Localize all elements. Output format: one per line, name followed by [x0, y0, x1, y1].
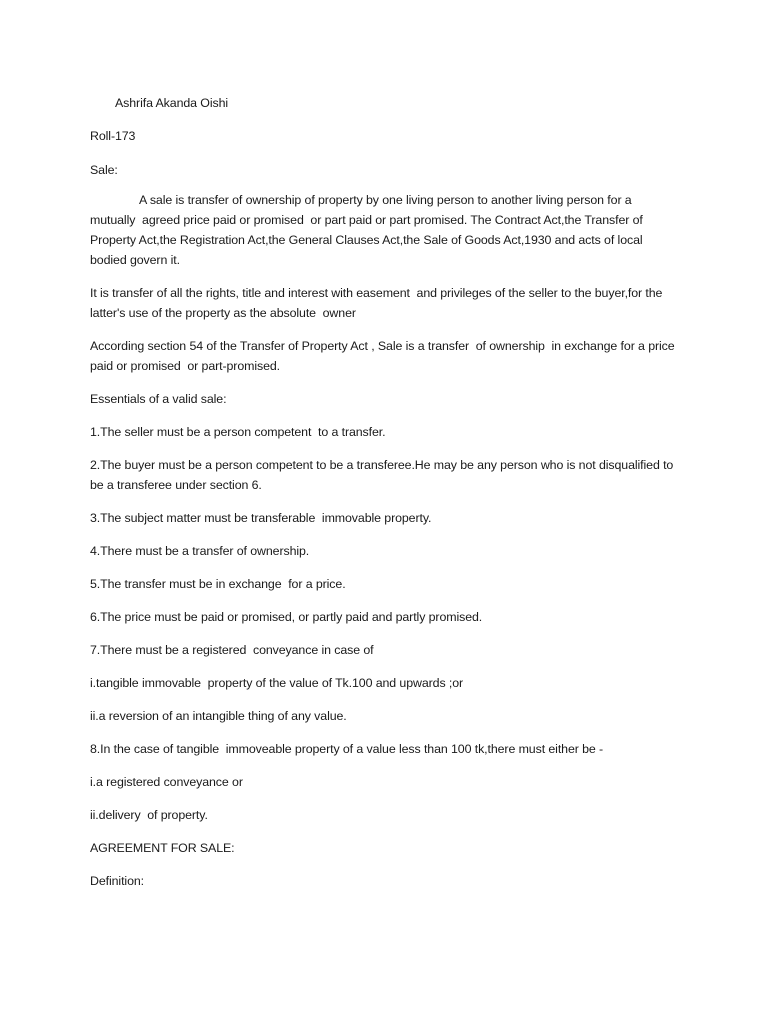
paragraph-sale-definition: A sale is transfer of ownership of property by one living person to another living person for a mutually agreed price paid or promised or part paid or part promised. The Contract Act,the Transfer of Property Act,the Registration Act,the General Clauses Act,the Sale of Goods Act,1930 and acts of local bodied govern it. — [90, 193, 647, 267]
heading-essentials: Essentials of a valid sale: — [90, 392, 227, 406]
list-item: 1.The seller must be a person competent to a transfer. — [90, 425, 386, 439]
heading-definition: Definition: — [90, 874, 144, 888]
list-subitem: ii.delivery of property. — [90, 808, 208, 822]
heading-agreement-for-sale: AGREEMENT FOR SALE: — [90, 841, 235, 855]
list-item: 8.In the case of tangible immoveable property of a value less than 100 tk,there must either be - — [90, 742, 604, 756]
list-item: 7.There must be a registered conveyance in case of — [90, 643, 374, 657]
list-item: 3.The subject matter must be transferable immovable property. — [90, 511, 432, 525]
list-item: 5.The transfer must be in exchange for a price. — [90, 577, 346, 591]
list-subitem: i.a registered conveyance or — [90, 775, 243, 789]
list-item: 6.The price must be paid or promised, or partly paid and partly promised. — [90, 610, 483, 624]
heading-sale: Sale: — [90, 163, 118, 177]
list-item: 2.The buyer must be a person competent to be a transferee.He may be any person who is not disqualified to be a transferee under section 6. — [90, 458, 677, 492]
roll-number: Roll-173 — [90, 129, 136, 143]
list-item: 4.There must be a transfer of ownership. — [90, 544, 310, 558]
list-subitem: ii.a reversion of an intangible thing of any value. — [90, 709, 347, 723]
paragraph-section-54: According section 54 of the Transfer of Property Act , Sale is a transfer of ownership in exchange for a price paid or promised or part-promised. — [90, 339, 678, 373]
list-subitem: i.tangible immovable property of the value of Tk.100 and upwards ;or — [90, 676, 464, 690]
paragraph-rights-transfer: It is transfer of all the rights, title and interest with easement and privileges of the seller to the buyer,for the latter's use of the property as the absolute owner — [90, 286, 666, 320]
author-name: Ashrifa Akanda Oishi — [115, 96, 229, 110]
